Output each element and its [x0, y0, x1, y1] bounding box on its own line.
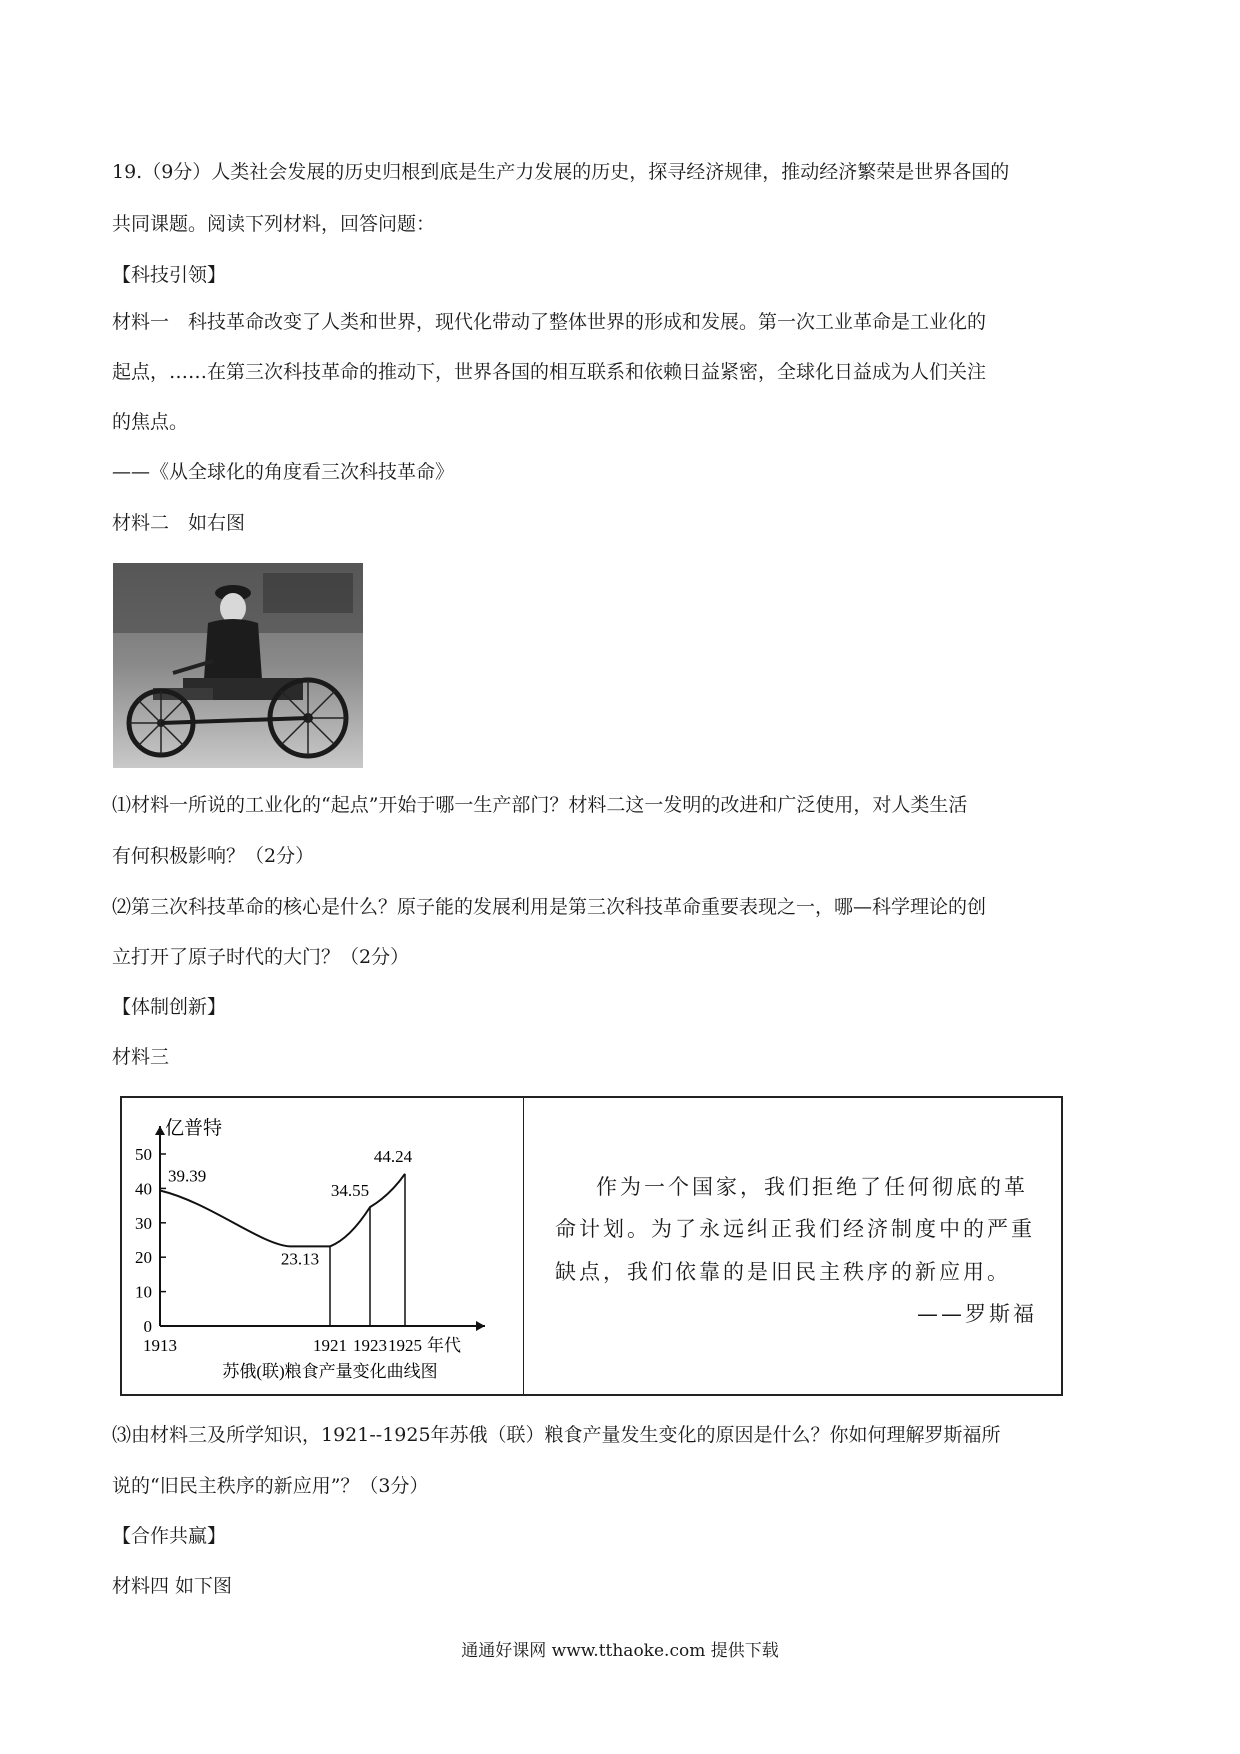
material1-line3: 的焦点。 — [112, 411, 189, 433]
y-tick-label: 10 — [135, 1282, 152, 1302]
q3-line2: 说的“旧民主秩序的新应用”？（3分） — [112, 1475, 429, 1497]
question-stem-line2: 共同课题。阅读下列材料，回答问题： — [112, 213, 436, 235]
q1-line2: 有何积极影响？（2分） — [112, 845, 315, 867]
material2-label: 材料二 如右图 — [112, 512, 246, 534]
y-tick-label: 40 — [135, 1179, 152, 1199]
quote-line1: 作为一个国家，我们拒绝了任何彻底的革 — [596, 1175, 1028, 1199]
ford-quadricycle-photo — [113, 563, 363, 768]
x-tick-label: 1925 — [388, 1336, 422, 1355]
material1-line2: 起点，……在第三次科技革命的推动下，世界各国的相互联系和依赖日益紧密，全球化日益成为人们关注 — [112, 361, 987, 383]
x-axis-label: 年代 — [427, 1336, 461, 1355]
material4-label: 材料四 如下图 — [112, 1575, 233, 1597]
chart-title: 苏俄(联)粮食产量变化曲线图 — [222, 1362, 438, 1381]
grain-output-chart — [130, 1106, 520, 1391]
material1-source: ——《从全球化的角度看三次科技革命》 — [112, 461, 455, 483]
data-label: 44.24 — [373, 1146, 413, 1166]
quote-attribution: ——罗斯福 — [917, 1302, 1037, 1326]
material1-line1: 材料一 科技革命改变了人类和世界，现代化带动了整体世界的形成和发展。第一次工业革命是工业化的 — [112, 311, 987, 333]
y-tick-label: 30 — [135, 1213, 152, 1233]
q2-line1: ⑵第三次科技革命的核心是什么？原子能的发展利用是第三次科技革命重要表现之一，哪—科学理论的创 — [112, 896, 987, 918]
data-label: 39.39 — [168, 1166, 207, 1186]
section-heading-system: 【体制创新】 — [112, 996, 227, 1018]
x-tick-label: 1923 — [353, 1336, 387, 1355]
y-tick-label: 50 — [135, 1145, 152, 1164]
material3-divider — [523, 1096, 524, 1396]
chart-ylabel: 亿普特 — [165, 1118, 223, 1139]
section-heading-tech: 【科技引领】 — [112, 264, 227, 286]
data-label: 34.55 — [330, 1181, 370, 1201]
quote-line2: 命计划。为了永远纠正我们经济制度中的严重 — [555, 1217, 1035, 1241]
x-tick-label: 1913 — [143, 1336, 177, 1355]
q2-line2: 立打开了原子时代的大门？（2分） — [112, 946, 410, 968]
section-heading-cooperation: 【合作共赢】 — [112, 1525, 227, 1547]
y-tick-label: 20 — [135, 1248, 152, 1268]
y-axis-arrow — [155, 1126, 165, 1135]
q1-line1: ⑴材料一所说的工业化的“起点”开始于哪一生产部门？材料二这一发明的改进和广泛使用，对人类生活 — [112, 794, 968, 816]
footer-download-notice: 通通好课网 www.tthaoke.com 提供下载 — [461, 1641, 779, 1661]
quote-line3: 缺点，我们依靠的是旧民主秩序的新应用。 — [555, 1260, 1011, 1284]
data-label: 23.13 — [280, 1249, 320, 1269]
y-tick-label: 0 — [143, 1317, 152, 1336]
material3-label: 材料三 — [112, 1046, 170, 1068]
x-axis-arrow — [476, 1321, 485, 1331]
question-stem-line1: 19.（9分）人类社会发展的历史归根到底是生产力发展的历史，探寻经济规律，推动经济繁荣是世界各国的 — [112, 161, 1010, 183]
q3-line1: ⑶由材料三及所学知识，1921--1925年苏俄（联）粮食产量发生变化的原因是什么？你如何理解罗斯福所 — [112, 1424, 1001, 1446]
x-tick-label: 1921 — [313, 1336, 347, 1355]
